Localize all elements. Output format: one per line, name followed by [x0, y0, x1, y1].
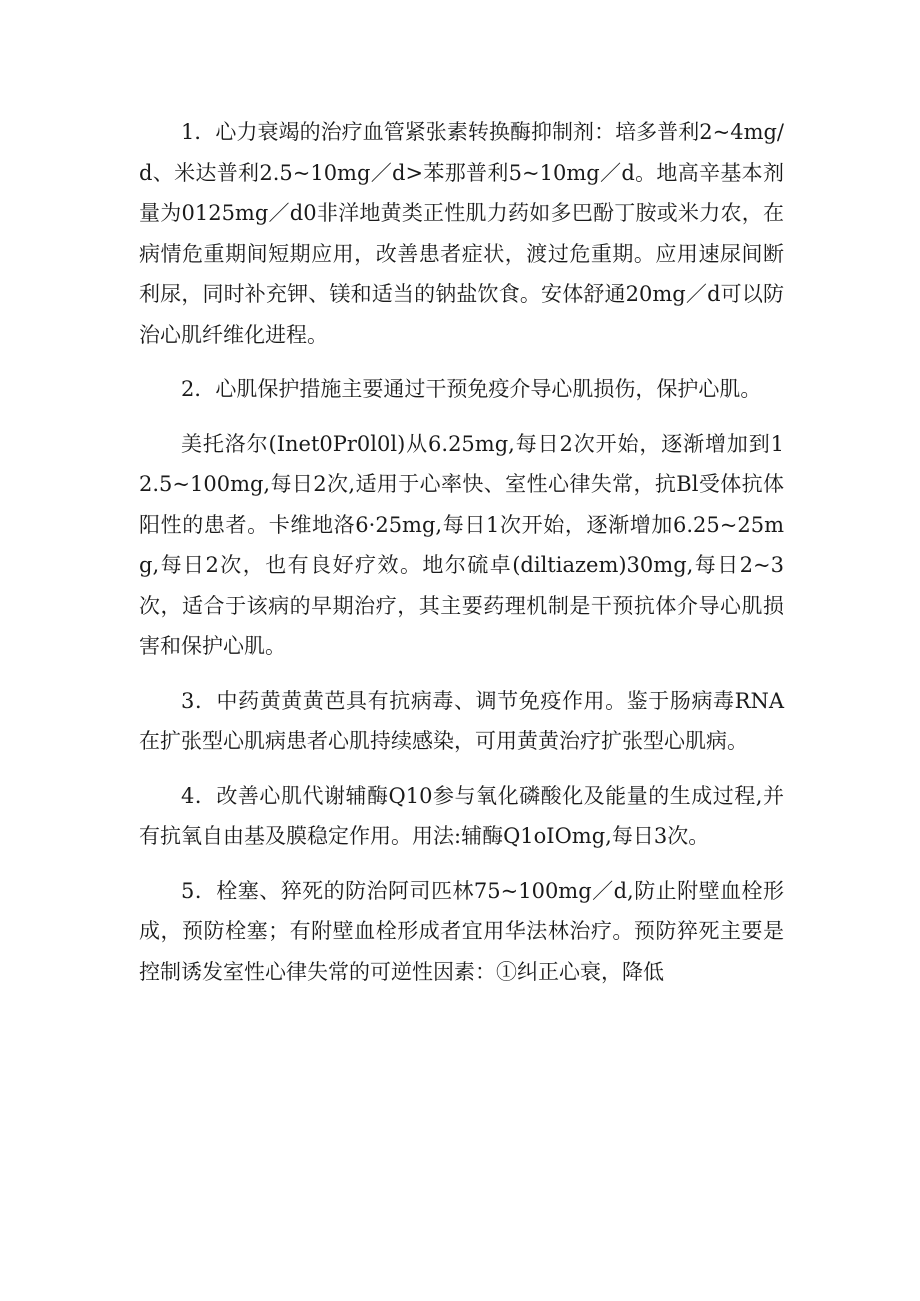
paragraph-beta-blockers: 美托洛尔(Inet0Pr0l0l)从6.25mg,每日2次开始，逐渐增加到12.5~100mg,每日2次,适用于心率快、室性心律失常，抗Bl受体抗体阳性的患者。卡维地洛6·25mg,每日1次开始，逐渐增加6.25~25mg,每日2次，也有良好疗效。地尔硫卓(diltiazem)30mg,每日2~3次，适合于该病的早期治疗，其主要药理机制是干预抗体介导心肌损害和保护心肌。	[139, 431, 784, 658]
paragraph-heart-failure-treatment: 1．心力衰竭的治疗血管紧张素转换酶抑制剂：培多普利2~4mg/d、米达普利2.5~10mg／d>苯那普利5~10mg／d。地高辛基本剂量为0125mg／d0非洋地黄类正性肌力药如多巴酚丁胺或米力农，在病情危重期间短期应用，改善患者症状，渡过危重期。应用速尿间断利尿，同时补充钾、镁和适当的钠盐饮食。安体舒通20mg／d可以防治心肌纤维化进程。	[139, 120, 784, 347]
paragraph-chinese-medicine: 3．中药黄黄黄芭具有抗病毒、调节免疫作用。鉴于肠病毒RNA在扩张型心肌病患者心肌持续感染，可用黄黄治疗扩张型心肌病。	[139, 688, 784, 753]
paragraph-myocardial-protection: 2．心肌保护措施主要通过干预免疫介导心肌损伤，保护心肌。	[181, 377, 762, 401]
paragraph-embolism-prevention: 5．栓塞、猝死的防治阿司匹林75~100mg／d,防止附壁血栓形成，预防栓塞；有附壁血栓形成者宜用华法林治疗。预防猝死主要是控制诱发室性心律失常的可逆性因素：①纠正心衰，降低	[139, 878, 784, 984]
document-body	[139, 112, 784, 1006]
paragraph-myocardial-metabolism: 4．改善心肌代谢辅酶Q10参与氧化磷酸化及能量的生成过程,并有抗氧自由基及膜稳定作用。用法:辅酶Q1oIOmg,每日3次。	[139, 783, 784, 848]
